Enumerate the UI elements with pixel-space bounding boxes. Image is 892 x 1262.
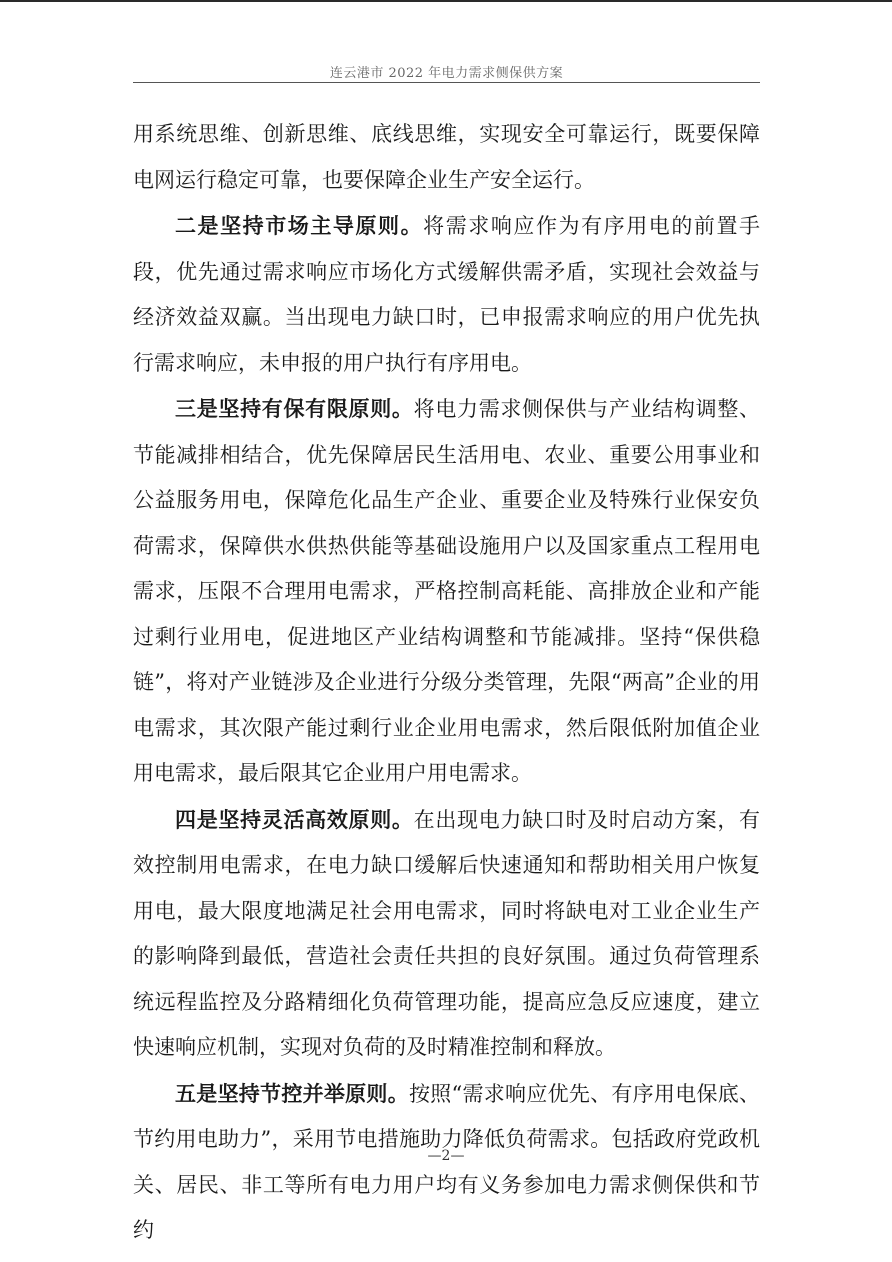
page-top-border (0, 0, 892, 2)
paragraph-heading: 三是坚持有保有限原则。 (175, 396, 414, 421)
running-header: 连云港市 2022 年电力需求侧保供方案 (329, 66, 564, 81)
paragraph-text: 在出现电力缺口时及时启动方案，有效控制用电需求，在电力缺口缓解后快速通知和帮助相关用户恢复用电，最大限度地满足社会用电需求，同时将缺电对工业企业生产的影响降到最低，营造社会责任共担的良好氛围。通过负荷管理系统远程监控及分路精细化负荷管理功能，提高应急反应速度，建立快速响应机制，实现对负荷的及时精准控制和释放。 (133, 807, 761, 1059)
paragraph-text: 将电力需求侧保供与产业结构调整、节能减排相结合，优先保障居民生活用电、农业、重要公用事业和公益服务用电，保障危化品生产企业、重要企业及特殊行业保安负荷需求，保障供水供热供能等基础设施用户以及国家重点工程用电需求，压限不合理用电需求，严格控制高耗能、高排放企业和产能过剩行业用电，促进地区产业结构调整和节能减排。坚持“保供稳链”，将对产业链涉及企业进行分级分类管理，先限“两高”企业的用电需求，其次限产能过剩行业企业用电需求，然后限低附加值企业用电需求，最后限其它企业用户用电需求。 (133, 397, 761, 785)
paragraph-text: 将需求响应作为有序用电的前置手段，优先通过需求响应市场化方式缓解供需矛盾，实现社会效益与经济效益双赢。当出现电力缺口时，已申报需求响应的用户优先执行需求响应，未申报的用户执行有序用电。 (133, 214, 761, 375)
paragraph-continuation (133, 112, 760, 203)
paragraph-heading: 二是坚持市场主导原则。 (175, 213, 424, 238)
paragraph-text: 用系统思维、创新思维、底线思维，实现安全可靠运行，既要保障电网运行稳定可靠，也要保障企业生产安全运行。 (133, 122, 760, 192)
paragraph-heading: 五是坚持节控并举原则。 (175, 1080, 409, 1106)
page-number: —2— (427, 1148, 465, 1164)
paragraph-flexible-efficient-principle (133, 797, 760, 1071)
paragraph-market-principle (133, 203, 760, 386)
document-body (133, 112, 760, 1254)
header-rule (133, 82, 760, 83)
paragraph-guarantee-limit-principle (133, 386, 760, 797)
paragraph-text: 按照“需求响应优先、有序用电保底、节约用电助力”，采用节电措施助力降低负荷需求。包括政府党政机关、居民、非工等所有电力用户均有义务参加电力需求侧保供和节约 (133, 1081, 761, 1242)
paragraph-heading: 四是坚持灵活高效原则。 (175, 806, 414, 832)
